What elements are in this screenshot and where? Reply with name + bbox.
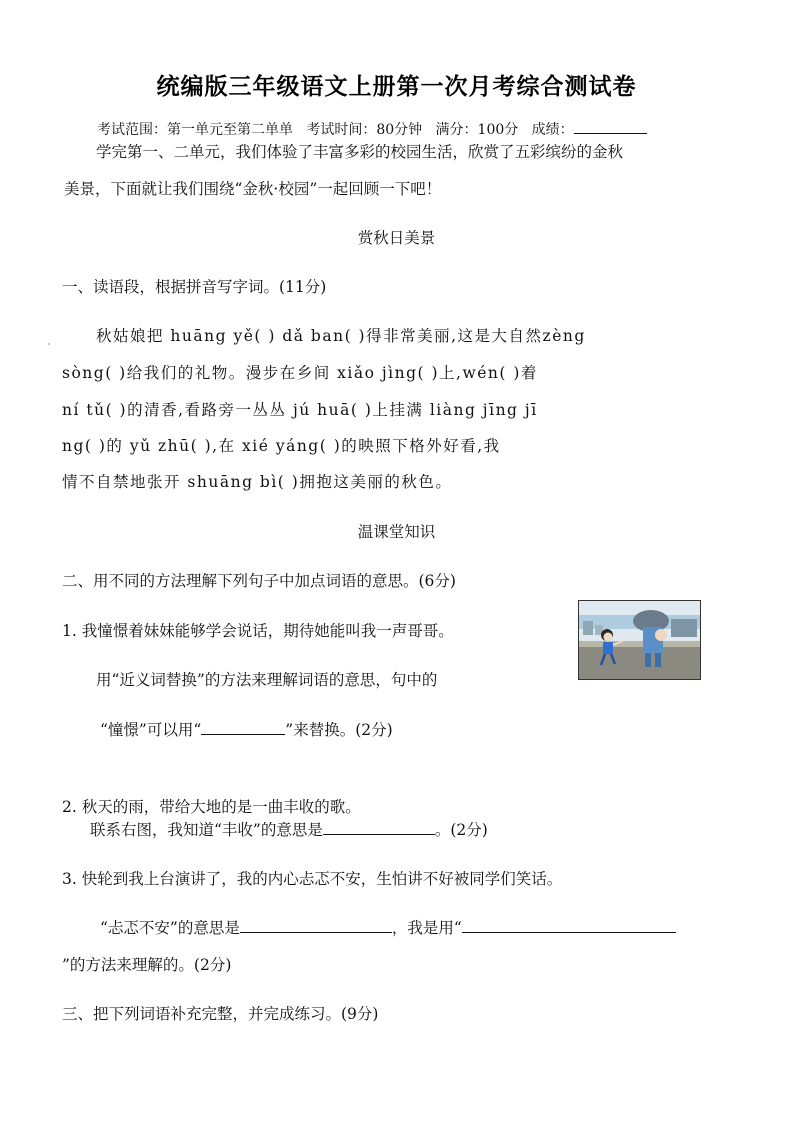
q1-line-3: ní tǔ( )的清香,看路旁一丛丛 jú huā( )上挂满 liàng jīng jī xyxy=(62,401,538,419)
q2-item1-instruction: 用“近义词替换”的方法来理解词语的意思，句中的 xyxy=(96,671,438,689)
q2-heading: 二、用不同的方法理解下列句子中加点词语的意思。(6分) xyxy=(62,572,456,590)
scarecrow-leg-right xyxy=(655,653,661,667)
score-label: 成绩： xyxy=(531,122,574,138)
q2-item1-suffix: ”来替换。(2分) xyxy=(285,721,393,739)
q2-item3-line3: ”的方法来理解的。(2分) xyxy=(62,956,232,974)
answer-blank-synonym[interactable] xyxy=(201,719,285,735)
q2-item1-sentence: 1. 我憧憬着妹妹能够学会说话，期待她能叫我一声哥哥。 xyxy=(62,622,454,640)
harvest-picture xyxy=(578,600,701,680)
building-left xyxy=(583,621,593,635)
exam-info xyxy=(97,118,647,139)
q2-item3-answer-line xyxy=(100,916,676,938)
q1-line-2: sòng( )给我们的礼物。漫步在乡间 xiǎo jìng( )上,wén( )着 xyxy=(62,364,538,382)
answer-blank-meaning[interactable] xyxy=(240,917,392,933)
q1-heading: 一、读语段，根据拼音写字词。(11分) xyxy=(62,278,327,296)
answer-blank-method[interactable] xyxy=(462,917,676,933)
field-horizon xyxy=(579,641,700,647)
q2-item2-sentence: 2. 秋天的雨，带给大地的是一曲丰收的歌。 xyxy=(62,798,361,816)
q2-item3-middle: ，我是用“ xyxy=(391,919,462,937)
building-right xyxy=(671,619,697,637)
child-face xyxy=(604,633,613,642)
harvest-illustration xyxy=(579,601,700,679)
exam-time: 考试时间：80分钟 xyxy=(306,122,423,138)
q2-item2-prefix: 联系右图，我知道“丰收”的意思是 xyxy=(90,821,323,839)
scan-dot xyxy=(48,343,50,345)
exam-full-score: 满分：100分 xyxy=(435,122,519,138)
field-ground xyxy=(579,645,700,679)
q3-heading: 三、把下列词语补充完整，并完成练习。(9分) xyxy=(62,1005,379,1023)
scarecrow-face xyxy=(655,629,667,641)
intro-line-2: 美景，下面就让我们围绕“金秋·校园”一起回顾一下吧！ xyxy=(64,180,442,198)
q1-line-4: ng( )的 yǔ zhū( ),在 xié yáng( )的映照下格外好看,我 xyxy=(62,437,501,455)
page-title: 统编版三年级语文上册第一次月考综合测试卷 xyxy=(156,74,637,100)
intro-line-1: 学完第一、二单元，我们体验了丰富多彩的校园生活，欣赏了五彩缤纷的金秋 xyxy=(96,143,624,161)
score-blank[interactable] xyxy=(574,118,647,134)
q2-item2-suffix: 。(2分) xyxy=(434,821,488,839)
q2-item2-answer-line xyxy=(90,818,488,840)
section-title-class: 温课堂知识 xyxy=(357,523,436,541)
child-shirt xyxy=(603,642,613,654)
section-title-autumn: 赏秋日美景 xyxy=(357,229,436,247)
answer-blank-harvest[interactable] xyxy=(323,819,435,835)
q1-line-5: 情不自禁地张开 shuāng bì( )拥抱这美丽的秋色。 xyxy=(62,473,453,491)
q2-item3-prefix: “忐忑不安”的意思是 xyxy=(100,919,240,937)
q1-line-1: 秋姑娘把 huāng yě( ) dǎ ban( )得非常美丽,这是大自然zèng xyxy=(96,327,586,345)
q2-item1-answer-line xyxy=(100,718,393,740)
q2-item1-prefix: “憧憬”可以用“ xyxy=(100,721,202,739)
q2-item3-sentence: 3. 快轮到我上台演讲了，我的内心忐忑不安，生怕讲不好被同学们笑话。 xyxy=(62,870,563,888)
scarecrow-leg-left xyxy=(645,653,651,667)
exam-scope: 考试范围：第一单元至第二单单 xyxy=(97,122,293,138)
